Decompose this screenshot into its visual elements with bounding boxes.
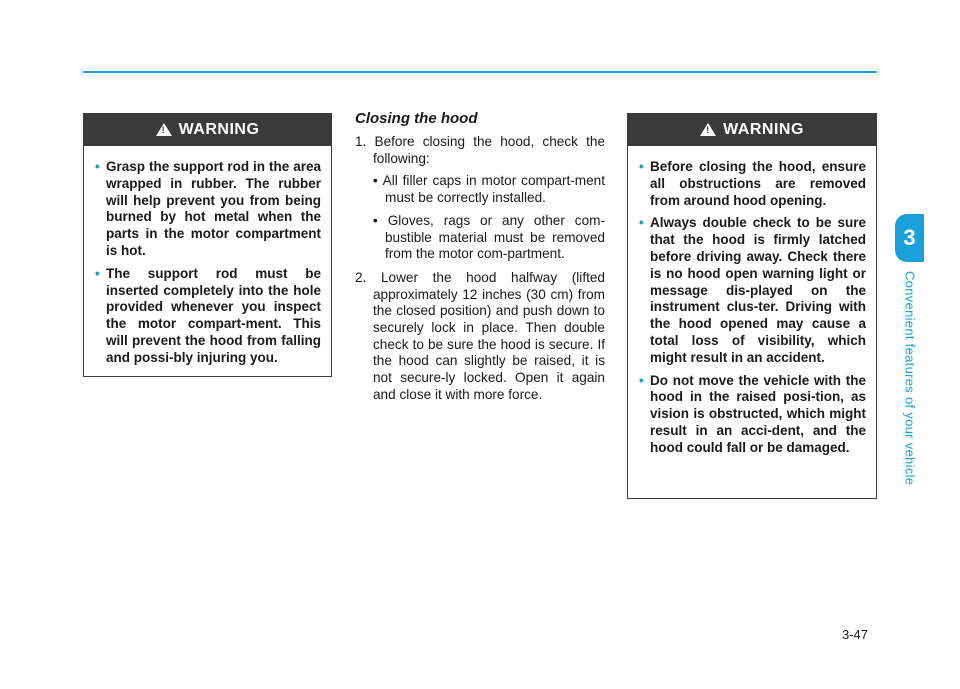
step-2: 2. Lower the hood halfway (lifted approximately 12 inches (30 cm) from the closed position) and push down to securely lock in place. Then double check to be sure the hood is secure. If the hood can slightly be raised, it is not secure-ly locked. Open it again and close it with more force. — [355, 269, 605, 402]
warning-list — [84, 146, 331, 367]
chapter-number: 3 — [903, 225, 916, 250]
step-1-checklist — [355, 173, 605, 263]
warning-list — [628, 146, 876, 457]
closing-hood-section — [355, 110, 605, 410]
section-title: Closing the hood — [355, 110, 478, 127]
page-number: 3-47 — [842, 627, 869, 642]
chapter-title: Convenient features of your vehicle — [902, 270, 918, 486]
warning-header — [84, 114, 331, 146]
warning-triangle-icon — [700, 123, 716, 136]
step-1: 1. Before closing the hood, check the following: — [355, 134, 605, 166]
warning-header — [628, 114, 876, 146]
warning-item: • Always double check to be sure that the hood is firmly latched before driving away. Check there is no hood open warning light or message dis-played on the instrument clus-ter. Driving with the hood opened may cause a total loss of visibility, which might result in an accident. — [650, 215, 866, 366]
warning-item: • Do not move the vehicle with the hood in the raised posi-tion, as vision is obstructed, which might result in an acci-dent, and the hood could fall or be damaged. — [650, 373, 866, 457]
warning-triangle-icon — [156, 123, 172, 136]
warning-box-support-rod — [83, 113, 332, 377]
checklist-item: • All filler caps in motor compart-ment must be correctly installed. — [373, 173, 605, 206]
chapter-number-tab — [895, 214, 924, 262]
warning-item: • The support rod must be inserted completely into the hole provided whenever you inspect the motor compart-ment. This will prevent the hood from falling and possi-bly injuring you. — [106, 266, 321, 367]
warning-box-closing-hood — [627, 113, 877, 499]
warning-header-label: WARNING — [178, 121, 260, 138]
warning-header-label: WARNING — [723, 121, 804, 138]
header-rule — [83, 71, 877, 73]
warning-item: • Before closing the hood, ensure all obstructions are removed from around hood opening. — [650, 159, 866, 209]
checklist-item: • Gloves, rags or any other com-bustible material must be removed from the motor com-partment. — [373, 213, 605, 263]
warning-item: • Grasp the support rod in the area wrapped in rubber. The rubber will help prevent you from being burned by hot metal when the parts in the motor compartment is hot. — [106, 159, 321, 260]
